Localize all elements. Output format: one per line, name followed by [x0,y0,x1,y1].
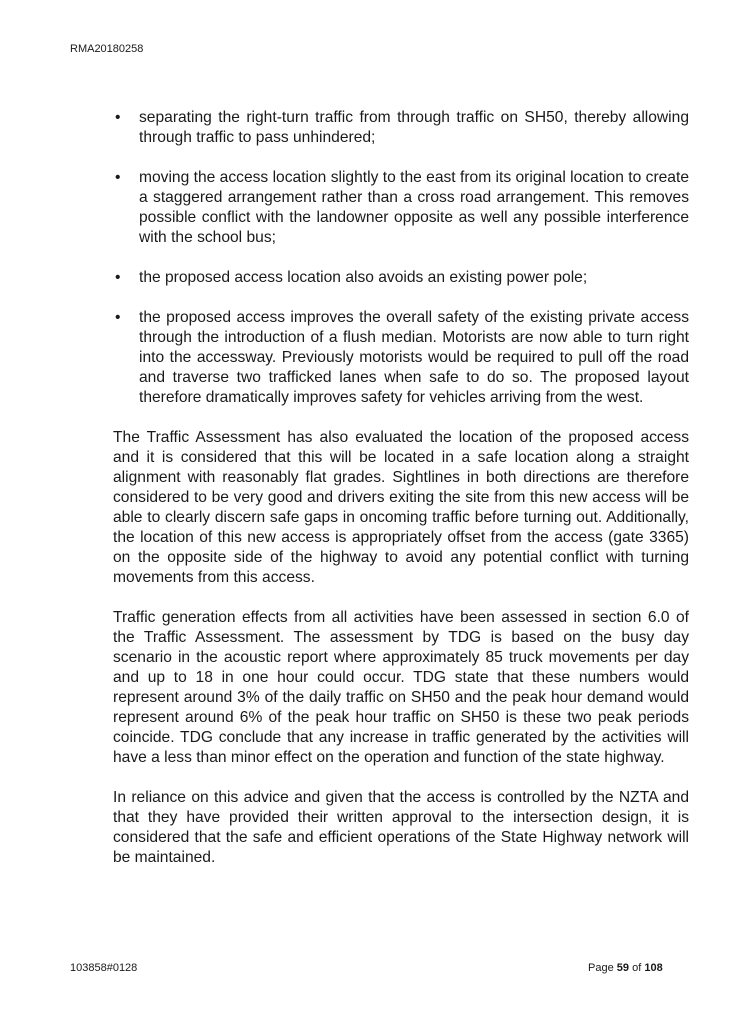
page-body [113,108,689,888]
bullet-icon: • [115,269,121,286]
page-number [588,962,663,974]
paragraph-traffic-assessment: The Traffic Assessment has also evaluated the location of the proposed access and it is considered that this will be located in a safe location along a straight alignment with reasonably flat grades. Sightlines in both directions are therefore considered to be very good and drivers exiting the site from this new access will be able to clearly discern safe gaps in oncoming traffic before turning out. Additionally, the location of this new access is appropriately offset from the access (gate 3365) on the opposite side of the highway to avoid any potential conflict with turning movements from this access. [113,429,689,586]
bullet-text: the proposed access improves the overall safety of the existing private access through the introduction of a flush median. Motorists are now able to turn right into the accessway. Previously motorists would be required to pull off the road and traverse two trafficked lanes when safe to do so. The proposed layout therefore dramatically improves safety for vehicles arriving from the west. [139,309,689,406]
bullet-icon: • [115,109,121,126]
page-of: of [632,962,642,974]
bullet-icon: • [115,309,121,326]
page-prefix: Page [588,962,614,974]
list-item [113,308,689,408]
page-current: 59 [616,962,630,974]
bullet-text: moving the access location slightly to the east from its original location to create a staggered arrangement rather than a cross road arrangement. This removes possible conflict with the landowner opposite as well any possible interference with the school bus; [139,169,689,246]
paragraph-traffic-generation: Traffic generation effects from all activities have been assessed in section 6.0 of the Traffic Assessment. The assessment by TDG is based on the busy day scenario in the acoustic report where approximately 85 truck movements per day and up to 18 in one hour could occur. TDG state that these numbers would represent around 3% of the daily traffic on SH50 and the peak hour demand would represent around 6% of the peak hour traffic on SH50 is these two peak periods coincide. TDG conclude that any increase in traffic generated by the activities will have a less than minor effect on the operation and function of the state highway. [113,609,689,766]
bullet-text: separating the right-turn traffic from through traffic on SH50, thereby allowing through traffic to pass unhindered; [139,109,689,146]
bullet-icon: • [115,169,121,186]
footer-doc-number: 103858#0128 [70,962,138,974]
bullet-text: the proposed access location also avoids an existing power pole; [139,269,588,286]
page-total: 108 [644,962,663,974]
document-reference: RMA20180258 [70,43,144,55]
list-item [113,108,689,148]
paragraph-conclusion: In reliance on this advice and given that the access is controlled by the NZTA and that they have provided their written approval to the intersection design, it is considered that the safe and efficient operations of the State Highway network will be maintained. [113,789,689,866]
list-item [113,168,689,248]
list-item [113,268,689,288]
bullet-list [113,108,689,408]
